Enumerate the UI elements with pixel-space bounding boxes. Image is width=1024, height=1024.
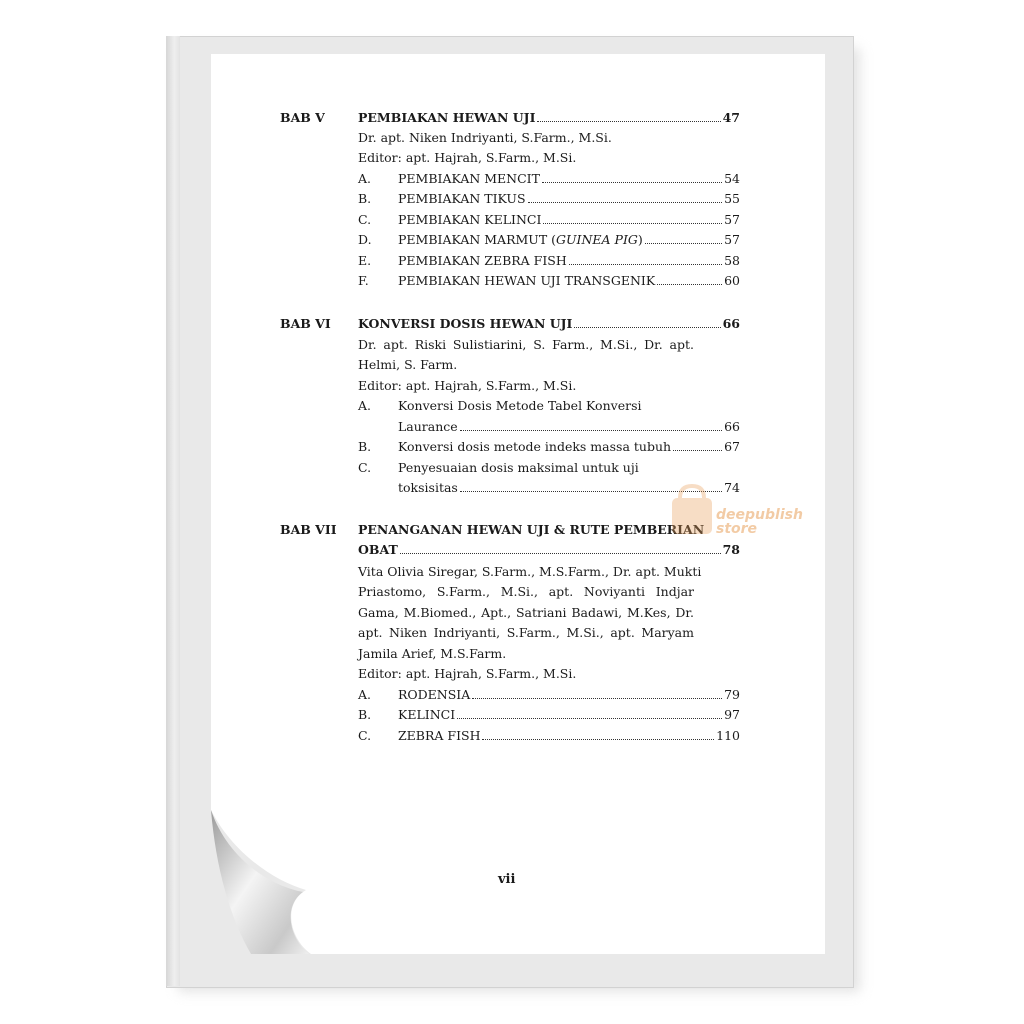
leader-dots [460,429,722,431]
toc-entry-page: 58 [724,253,740,268]
page-number: vii [498,872,516,887]
bab7-author-line: apt. Niken Indriyanti, S.Farm., M.Si., apt. Maryam [358,625,694,640]
italic-term: GUINEA PIG [556,232,638,247]
toc-entry-title: Konversi dosis metode indeks massa tubuh [398,439,672,454]
bab5-editor: Editor: apt. Hajrah, S.Farm., M.Si. [358,150,577,165]
toc-entry-page: 79 [724,687,740,702]
watermark-line: deepublish [716,507,803,523]
bab6-page: 66 [722,316,740,331]
toc-entry-page: 57 [724,212,740,227]
bab6-item-letter: B. [358,439,372,454]
toc-entry-title: PEMBIAKAN HEWAN UJI TRANSGENIK [398,273,656,288]
toc-entry [398,189,740,209]
bab5-item-letter: A. [358,171,372,186]
watermark-text [716,508,803,536]
bab5-item-letter: D. [358,232,372,247]
toc-entry [398,437,740,457]
leader-dots [574,326,720,328]
bab7-author-line: Vita Olivia Siregar, S.Farm., M.S.Farm., Dr. apt. Mukti [358,564,702,579]
bab5-title: PEMBIAKAN HEWAN UJI [358,110,536,125]
bab7-item-letter: B. [358,707,372,722]
bab5-label: BAB V [280,110,325,125]
leader-dots [528,201,723,203]
bab7-label: BAB VII [280,522,337,537]
toc-entry-title: Konversi Dosis Metode Tabel Konversi [398,398,642,413]
toc-entry-page: 67 [724,439,740,454]
toc-entry [398,169,740,189]
bab7-page: 78 [722,542,740,557]
bab6-label: BAB VI [280,316,331,331]
bab5-item-letter: B. [358,191,372,206]
leader-dots [543,222,722,224]
bab6-item-letter: C. [358,460,372,475]
toc-entry-page: 54 [724,171,740,186]
toc-entry-page: 55 [724,191,740,206]
page-curl-icon [211,810,321,954]
book-spine [166,36,180,986]
bab7-item-letter: A. [358,687,372,702]
toc-entry [398,210,740,230]
bab7-item-letter: C. [358,728,372,743]
toc-entry-page: 110 [716,728,740,743]
toc-entry [398,705,740,725]
leader-dots [537,120,720,122]
toc-entry-page: 66 [724,419,740,434]
toc-entry [398,685,740,705]
leader-dots [457,717,722,719]
bab5-item-letter: F. [358,273,369,288]
bab6-editor: Editor: apt. Hajrah, S.Farm., M.Si. [358,378,577,393]
bab5-author: Dr. apt. Niken Indriyanti, S.Farm., M.Si. [358,130,612,145]
leader-dots [657,283,722,285]
toc-entry-title: KELINCI [398,707,456,722]
toc-entry-title: Laurance [398,419,458,434]
toc-entry [398,251,740,271]
bab5-heading [358,108,740,128]
leader-dots [542,181,722,183]
bab5-item-letter: C. [358,212,372,227]
bab6-author-line: Dr. apt. Riski Sulistiarini, S. Farm., M.Si., Dr. apt. [358,337,694,352]
bab6-item-letter: A. [358,398,372,413]
bab7-title-line: PENANGANAN HEWAN UJI & RUTE PEMBERIAN [358,522,705,537]
bab6-heading [358,314,740,334]
toc-entry [398,230,740,250]
bab7-author-line: Jamila Arief, M.S.Farm. [358,646,507,661]
leader-dots [645,242,722,244]
bab7-author-line: Priastomo, S.Farm., M.Si., apt. Noviyanti Indjar [358,584,694,599]
leader-dots [673,449,722,451]
bab7-editor: Editor: apt. Hajrah, S.Farm., M.Si. [358,666,577,681]
toc-entry-title: PEMBIAKAN ZEBRA FISH [398,253,567,268]
bab7-heading [358,540,740,560]
toc-entry-title: RODENSIA [398,687,471,702]
bab6-title: KONVERSI DOSIS HEWAN UJI [358,316,573,331]
toc-entry-title: PEMBIAKAN KELINCI [398,212,542,227]
toc-entry [398,726,740,746]
toc-entry-title: toksisitas [398,480,458,495]
leader-dots [482,738,714,740]
toc-entry-title: PEMBIAKAN TIKUS [398,191,526,206]
toc-entry-page: 74 [724,480,740,495]
bab5-page: 47 [722,110,740,125]
toc-entry-title: Penyesuaian dosis maksimal untuk uji [398,460,639,475]
shopping-bag-icon [668,480,716,538]
leader-dots [569,263,722,265]
leader-dots [400,552,721,554]
bab6-author-line: Helmi, S. Farm. [358,357,458,372]
leader-dots [472,697,722,699]
toc-entry-title: PEMBIAKAN MENCIT [398,171,540,186]
bab5-item-letter: E. [358,253,372,268]
watermark-line: store [716,521,758,537]
toc-entry-title: PEMBIAKAN MARMUT (GUINEA PIG) [398,232,643,247]
toc-entry-page: 97 [724,707,740,722]
toc-entry-page: 57 [724,232,740,247]
toc-entry-title: ZEBRA FISH [398,728,481,743]
bab7-title-line: OBAT [358,542,398,557]
bab7-author-line: Gama, M.Biomed., Apt., Satriani Badawi, M.Kes, Dr. [358,605,694,620]
toc-entry [398,271,740,291]
toc-entry-page: 60 [724,273,740,288]
toc-entry [398,417,740,437]
